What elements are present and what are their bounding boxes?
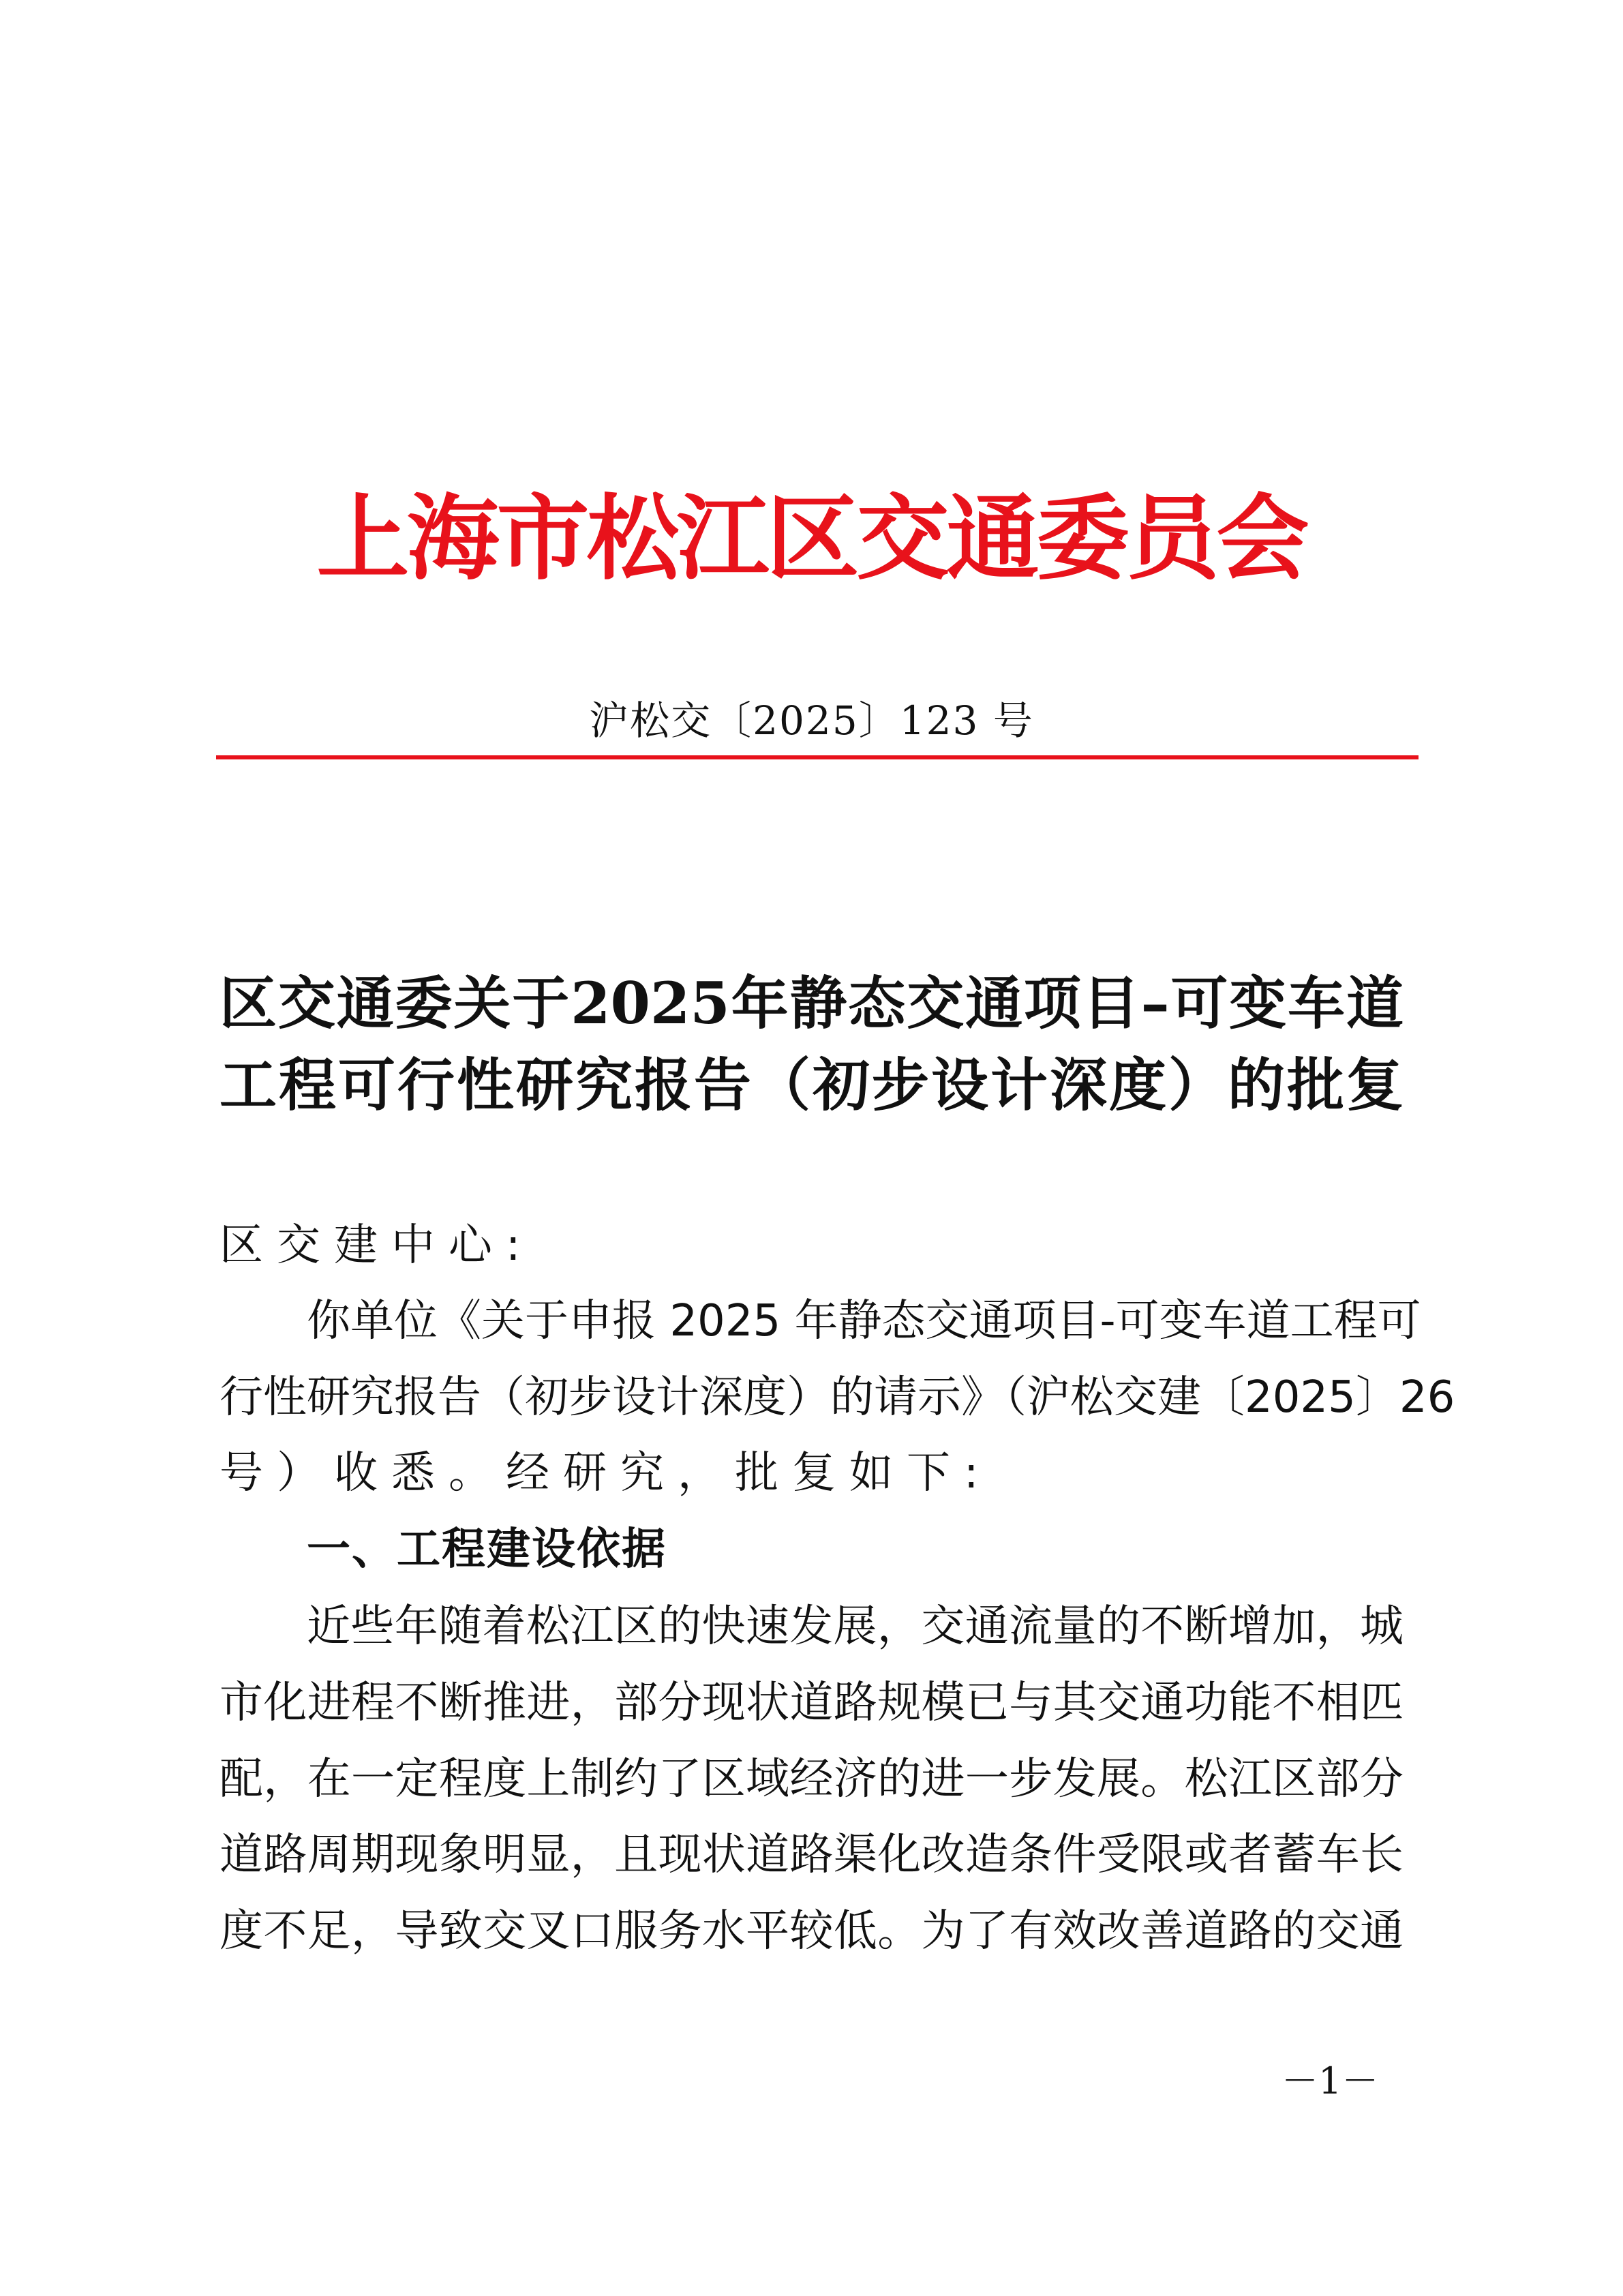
- page-number: －1－: [1281, 2059, 1379, 2102]
- document-title-line-2: 工程可行性研究报告（初步设计深度）的批复: [219, 1051, 1404, 1119]
- paragraph-line: 近些年随着松江区的快速发展，交通流量的不断增加，城: [307, 1601, 1404, 1652]
- intro-line: 你单位《关于申报 2025 年静态交通项目-可变车道工程可: [307, 1296, 1421, 1346]
- document-title-line-1: 区交通委关于2025年静态交通项目–可变车道: [219, 969, 1404, 1037]
- red-divider-line: [216, 755, 1419, 759]
- document-number: 沪松交〔2025〕123 号: [589, 697, 1034, 744]
- intro-line: 行性研究报告（初步设计深度）的请示》（沪松交建〔2025〕26: [219, 1372, 1455, 1423]
- intro-line: 号）收悉。经研究，批复如下:: [219, 1448, 992, 1498]
- paragraph-line: 配，在一定程度上制约了区域经济的进一步发展。松江区部分: [219, 1754, 1404, 1804]
- issuing-organization-header: 上海市松江区交通委员会: [316, 484, 1307, 593]
- addressee: 区交建中心:: [219, 1220, 534, 1271]
- paragraph-line: 市化进程不断推进，部分现状道路规模已与其交通功能不相匹: [219, 1678, 1404, 1728]
- section-heading: 一、工程建设依据: [307, 1524, 667, 1575]
- paragraph-line: 度不足，导致交叉口服务水平较低。为了有效改善道路的交通: [219, 1906, 1404, 1957]
- paragraph-line: 道路周期现象明显，且现状道路渠化改造条件受限或者蓄车长: [219, 1830, 1404, 1880]
